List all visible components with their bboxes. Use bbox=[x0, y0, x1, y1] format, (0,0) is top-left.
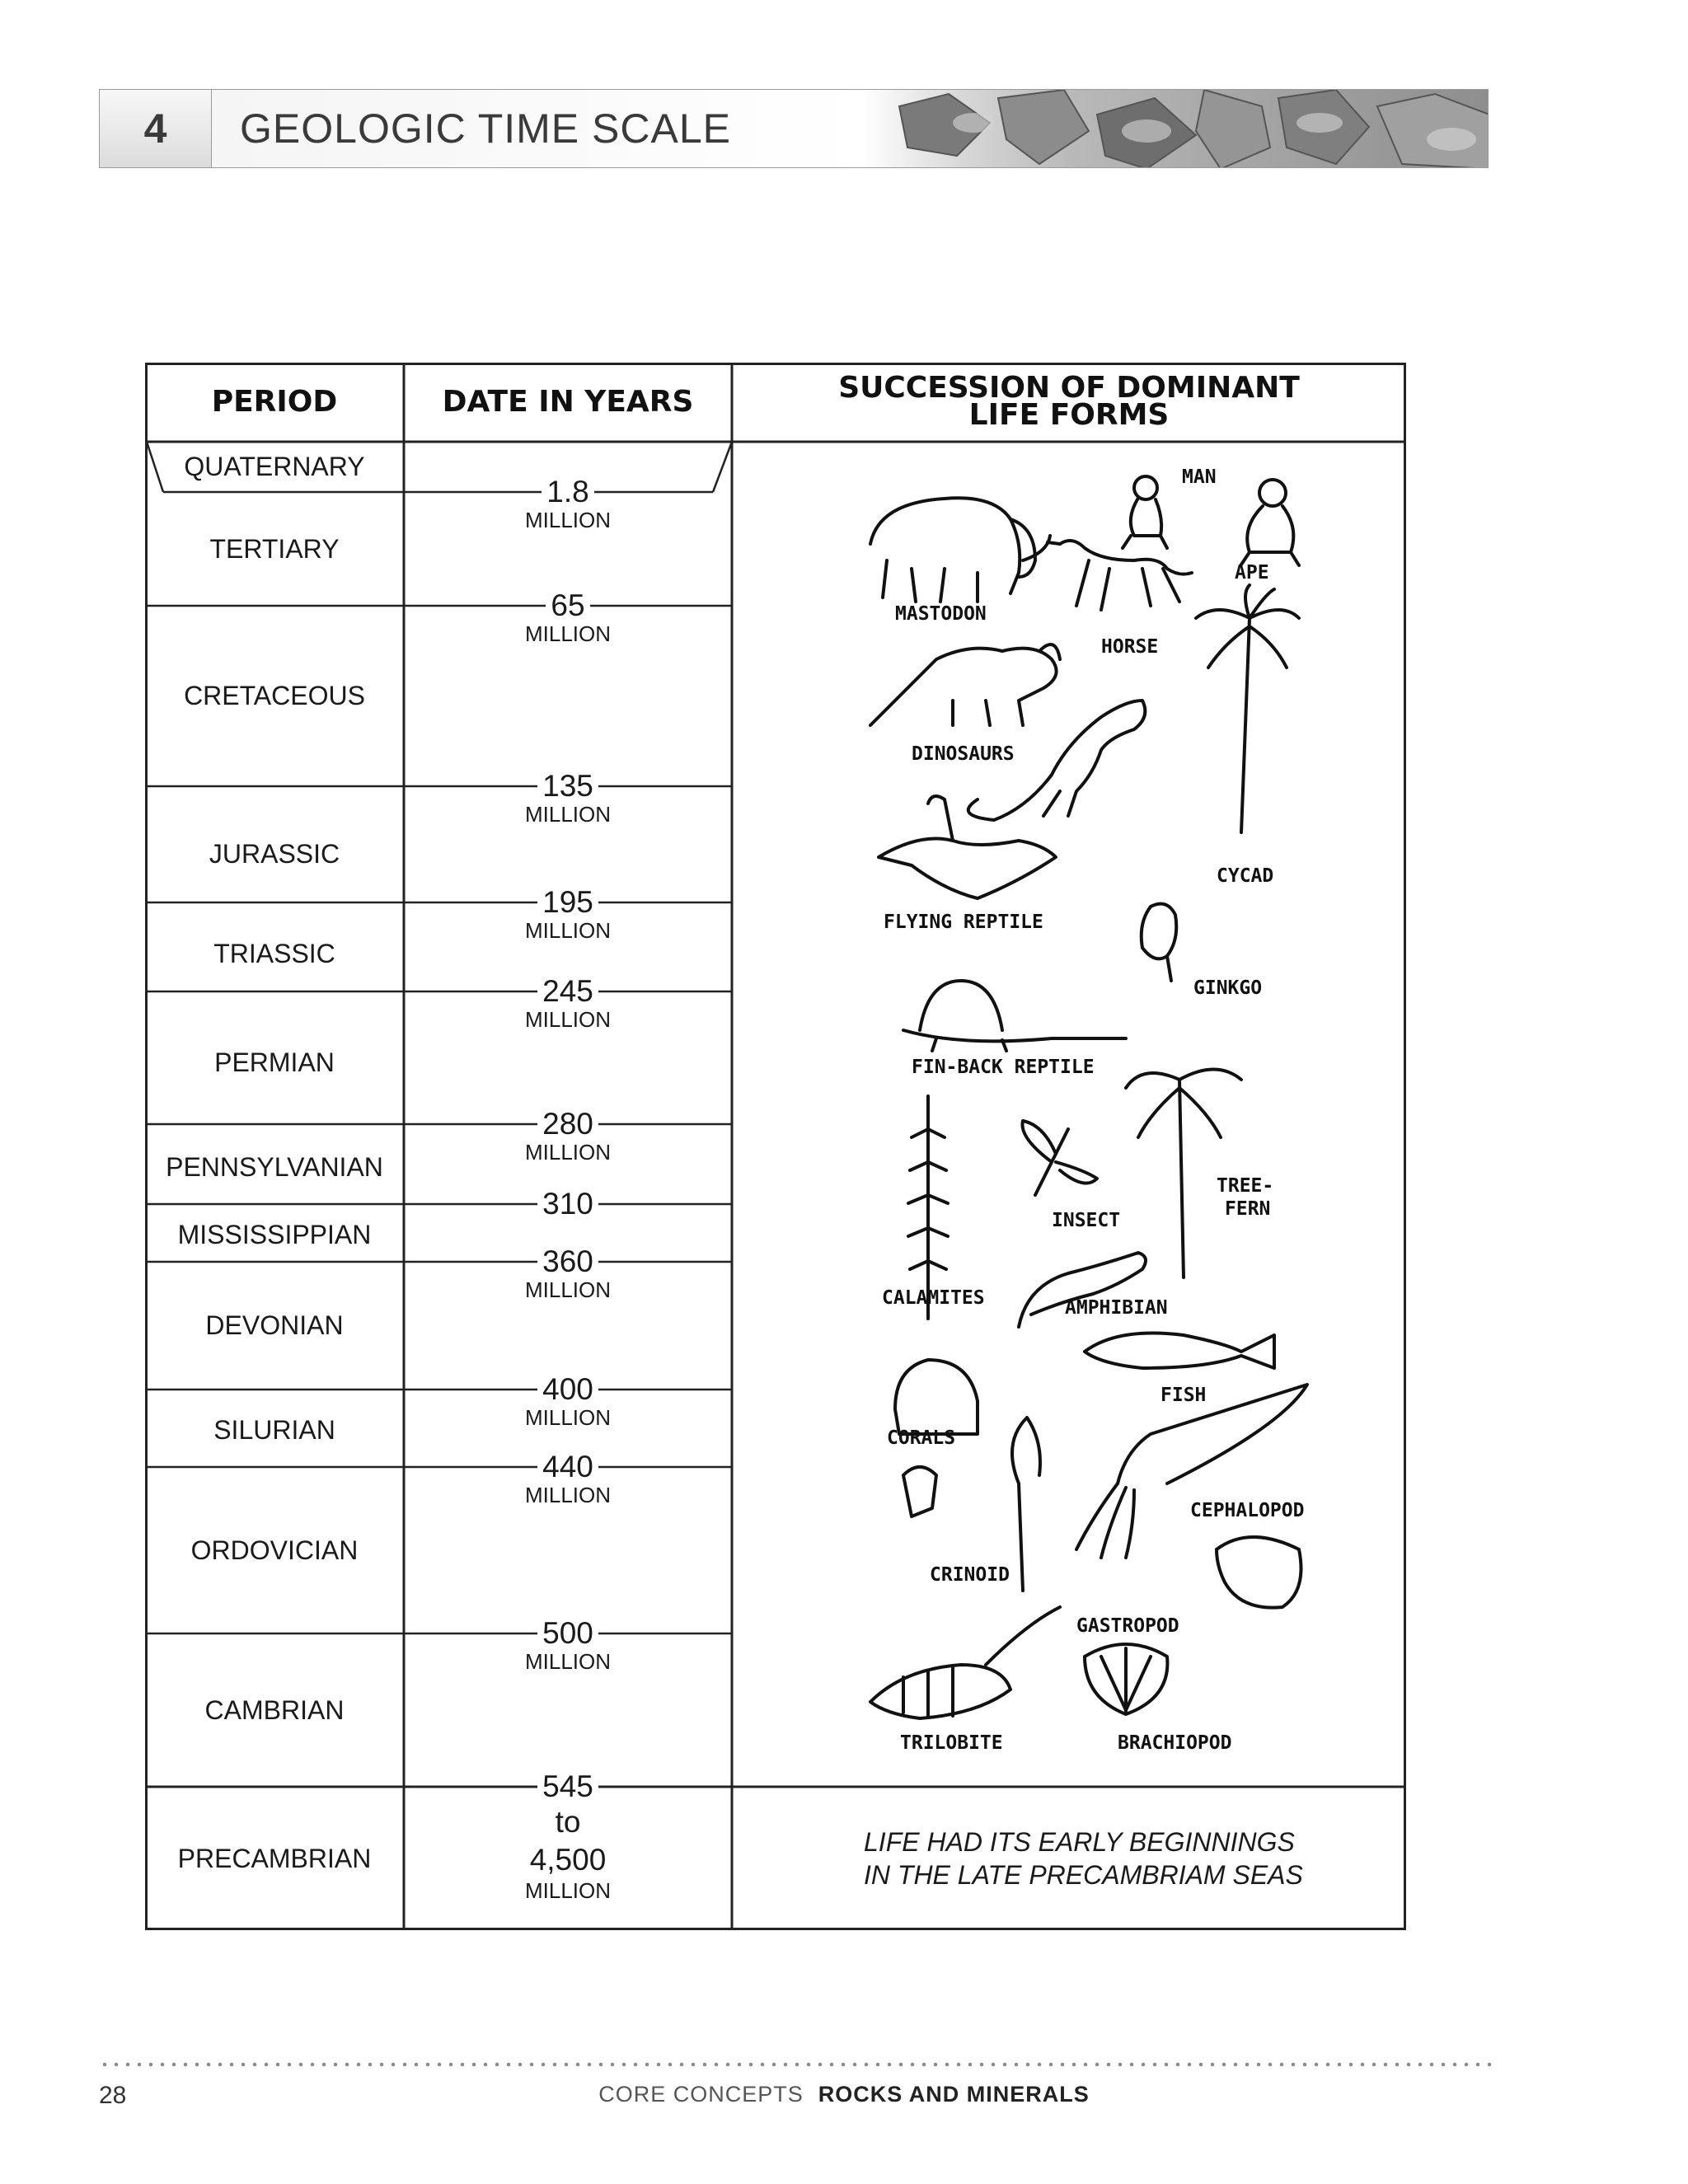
date-545-to-4500: 545 to 4,500 MILLION bbox=[524, 1769, 612, 1903]
label-dinosaurs: DINOSAURS bbox=[912, 743, 1015, 765]
label-ginkgo: GINKGO bbox=[1193, 977, 1263, 999]
label-horse: HORSE bbox=[1101, 636, 1159, 658]
period-permian: PERMIAN bbox=[214, 1047, 335, 1077]
fish-figure bbox=[1085, 1333, 1274, 1369]
precambrian-life-note: LIFE HAD ITS EARLY BEGINNINGS IN THE LATE PRECAMBRIAM SEAS bbox=[864, 1827, 1303, 1890]
label-crinoid: CRINOID bbox=[930, 1564, 1010, 1586]
label-fish: FISH bbox=[1160, 1385, 1207, 1406]
insect-figure bbox=[1022, 1121, 1097, 1195]
gastropod-figure bbox=[1217, 1537, 1301, 1608]
calamites-figure bbox=[908, 1096, 948, 1319]
label-insect: INSECT bbox=[1052, 1210, 1121, 1231]
label-calamites: CALAMITES bbox=[882, 1287, 985, 1309]
label-flying-reptile: FLYING REPTILE bbox=[884, 912, 1043, 933]
header-life-forms bbox=[732, 363, 1406, 440]
page-title: GEOLOGIC TIME SCALE bbox=[240, 105, 732, 152]
rocks-banner-image bbox=[874, 90, 1489, 168]
period-pennsylvanian: PENNSYLVANIAN bbox=[166, 1152, 383, 1182]
trilobite-figure bbox=[870, 1607, 1060, 1718]
footer-running-title bbox=[0, 2082, 1688, 2107]
date-310: 310 bbox=[404, 1188, 732, 1221]
period-mississippian: MISSISSIPPIAN bbox=[177, 1219, 372, 1249]
cycad-figure bbox=[1196, 585, 1299, 832]
label-cephalopod: CEPHALOPOD bbox=[1190, 1500, 1305, 1521]
date-1-8: 1.8 MILLION bbox=[524, 475, 612, 532]
header-life-line2: LIFE FORMS bbox=[968, 398, 1170, 432]
period-silurian: SILURIAN bbox=[213, 1414, 335, 1445]
period-tertiary: TERTIARY bbox=[209, 533, 340, 564]
period-triassic: TRIASSIC bbox=[213, 938, 335, 968]
period-quaternary: QUATERNARY bbox=[184, 452, 365, 481]
date-65: 65 MILLION bbox=[524, 588, 612, 646]
mastodon-figure bbox=[870, 498, 1050, 602]
label-ape: APE bbox=[1235, 562, 1269, 583]
date-500: 500 MILLION bbox=[524, 1616, 612, 1674]
date-245: 245 MILLION bbox=[524, 974, 612, 1032]
chapter-banner bbox=[99, 89, 1489, 168]
period-ordovician: ORDOVICIAN bbox=[190, 1535, 359, 1565]
label-amphibian: AMPHIBIAN bbox=[1065, 1297, 1168, 1319]
ape-figure bbox=[1241, 480, 1299, 565]
tree-fern-figure bbox=[1126, 1070, 1241, 1278]
date-400: 400 MILLION bbox=[524, 1372, 612, 1430]
footer-series: CORE CONCEPTS bbox=[598, 2082, 804, 2107]
label-cycad: CYCAD bbox=[1217, 865, 1274, 887]
label-trilobite: TRILOBITE bbox=[900, 1732, 1003, 1754]
label-mastodon: MASTODON bbox=[895, 603, 987, 625]
fin-back-reptile-figure bbox=[903, 981, 1126, 1051]
cephalopod-figure bbox=[1076, 1385, 1307, 1558]
period-devonian: DEVONIAN bbox=[205, 1310, 344, 1340]
man-figure bbox=[1123, 476, 1167, 548]
horse-figure bbox=[1048, 541, 1192, 610]
footer-divider bbox=[99, 2062, 1492, 2067]
date-280: 280 MILLION bbox=[524, 1107, 612, 1165]
chapter-number: 4 bbox=[100, 90, 212, 167]
header-date: DATE IN YEARS bbox=[442, 384, 694, 419]
date-440: 440 MILLION bbox=[524, 1450, 612, 1507]
life-forms-drawings bbox=[854, 453, 1315, 1755]
ginkgo-figure bbox=[1142, 904, 1177, 981]
triceratops-figure bbox=[870, 644, 1060, 725]
crinoid-figure bbox=[1012, 1418, 1040, 1591]
label-man: MAN bbox=[1182, 466, 1217, 488]
label-brachiopod: BRACHIOPOD bbox=[1118, 1732, 1232, 1754]
period-cambrian: CAMBRIAN bbox=[204, 1694, 345, 1725]
label-gastropod: GASTROPOD bbox=[1076, 1615, 1179, 1637]
label-tree-fern-2: FERN bbox=[1225, 1198, 1271, 1220]
page-number: 28 bbox=[99, 2082, 127, 2109]
period-cretaceous: CRETACEOUS bbox=[184, 681, 365, 710]
period-jurassic: JURASSIC bbox=[209, 839, 340, 869]
date-195: 195 MILLION bbox=[524, 885, 612, 943]
life-forms-illustration bbox=[854, 453, 1315, 1755]
label-corals: CORALS bbox=[887, 1427, 956, 1449]
brachiopod-figure bbox=[1085, 1644, 1167, 1714]
header-period: PERIOD bbox=[211, 384, 338, 419]
period-precambrian: PRECAMBRIAN bbox=[177, 1843, 372, 1873]
label-tree-fern-1: TREE- bbox=[1217, 1175, 1274, 1197]
date-360: 360 MILLION bbox=[524, 1244, 612, 1302]
date-135: 135 MILLION bbox=[524, 769, 612, 827]
label-fin-back-reptile: FIN-BACK REPTILE bbox=[912, 1057, 1095, 1078]
footer-book-title: ROCKS AND MINERALS bbox=[818, 2082, 1090, 2107]
header-life-line1: SUCCESSION OF DOMINANT bbox=[838, 371, 1300, 405]
